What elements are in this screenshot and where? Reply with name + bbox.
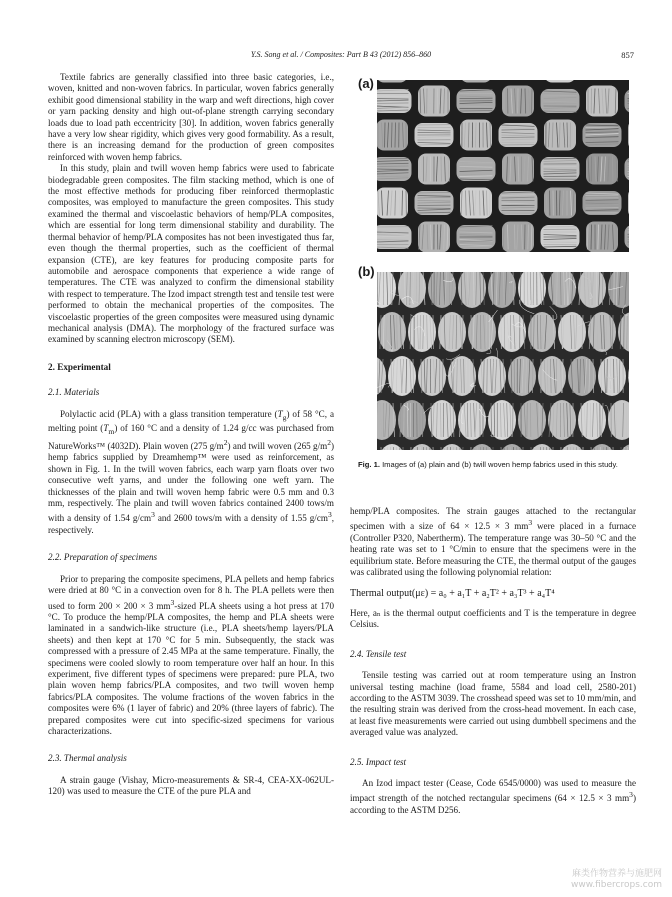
paragraph: In this study, plain and twill woven hemp fabrics were used to fabricate biodegradable green composites. The film stacking method, which is one of the most effective methods for producing fiber reinforced thermoplastic composites, was employed to manufacture the green composites. This study examined the thermal and viscoelastic behaviors of hemp/PLA composites, which are essential for long term dimensional stability and durability. The thermal behavior of hemp/PLA composites has not been investigated thus far, even though the thermal properties, such as the coefficient of thermal expansion (CTE), are key features for producing composite parts for automobile and aerospace components that experience a wide range of temperatures. The CTE was analyzed to confirm the dimensional stability with respect to temperature. The Izod impact strength test and tensile test were performed to obtain the mechanical properties of the composites. The viscoelastic properties of the green composites were measured using dynamic mechanical analysis (DMA). The morphology of the fractured surface was examined by scanning electron microscopy (SEM).: [48, 163, 334, 345]
subsection-heading-materials: 2.1. Materials: [48, 387, 100, 398]
figure-label-b: (b): [358, 264, 375, 279]
plain-woven-fabric-image: [377, 80, 629, 252]
paragraph-strain-gauge: hemp/PLA composites. The strain gauges attached to the rectangular specimen with a size of 64 × 12.5 × 3 $mm^3$ were placed in a furnace (Controller P320, Nabertherm). The temperature range was 30–50 °C and the heating rate was set to 1 °C/min to ensure that the specimens were in the equilibrium state. Before measuring the CTE, the thermal output of the gauges was calibrated using the following polynomial relation:: [350, 506, 636, 578]
paragraph: Textile fabrics are generally classified into three basic categories, i.e., woven, knitted and non-woven fabrics. In particular, woven fabrics generally exhibit good dimensional stability in the warp and weft directions, high cover or yarn packing density and high out-of-plane strength carrying secondary loads due to load path eccentricity [30]. In addition, woven fabrics generally have a very low shear rigidity, which gives very good formability. As a result, there is an increasing demand for the production of green composites reinforced with woven hemp fabrics.: [48, 72, 334, 162]
paragraph-materials: Polylactic acid (PLA) with a glass transition temperature $(T_g)$ of 58 °C, a melting point $(T_m)$ of 160 °C and a density of 1.24 g/cc was purchased from NatureWorks™ (4032D). Plain woven (275 $g/m^2$) and twill woven (265 $g/m^2$) hemp fabrics supplied by Dreamhemp™ were used as reinforcement, as shown in Fig. 1. In the twill woven fabrics, each warp yarn floats over two consecutive weft yarns, and under the following one weft yarn. The thicknesses of the plain and twill woven hemp fabric were 0.5 mm and 0.3 mm, respectively. The plain and twill woven fabrics contained 2400 tows/m with a density of 1.54 $g/cm^3$ and 2600 tows/m with a density of 1.55 $g/cm^3$, respectively.: [48, 408, 335, 535]
figure-caption: Fig. 1. Images of (a) plain and (b) twill woven hemp fabrics used in this study.: [358, 460, 618, 469]
section-heading-experimental: 2. Experimental: [48, 361, 111, 372]
equation-thermal-output: Thermal output(με) = a₀ + a₁T + a₂T² + a₃T³ + a₄T⁴: [350, 588, 555, 600]
running-head: [48, 50, 634, 59]
subsection-heading-tensile: 2.4. Tensile test: [350, 648, 407, 659]
watermark-line-1: 麻类作物营养与施肥网: [571, 869, 662, 879]
paragraph-thermal: A strain gauge (Vishay, Micro-measurements & SR-4, CEA-XX-062UL-120) was used to measure the CTE of the pure PLA and: [48, 774, 334, 797]
paragraph-impact: An Izod impact tester (Cease, Code 6545/0000) was used to measure the impact strength of the notched rectangular specimens (64 × 12.5 × 3 $mm^3$) according to the ASTM D256.: [350, 777, 636, 815]
paragraph-tensile: Tensile testing was carried out at room temperature using an Instron universal testing machine (load frame, 5584 and load cell, 2580-201) according to the ASTM 3039. The crosshead speed was set to 10 mm/min, and the resulting strain was derived from the cross-head movement. In each case, at least five measurements were carried out using dumbbell specimens and the averaged value was analyzed.: [350, 670, 636, 738]
paragraph-equation-explanation: Here, aₙ is the thermal output coefficients and T is the temperature in degree Celsius.: [350, 607, 636, 630]
subsection-heading-thermal: 2.3. Thermal analysis: [48, 753, 127, 764]
twill-woven-fabric-image: [377, 272, 629, 450]
page-number: 857: [621, 50, 634, 60]
watermark: [571, 869, 662, 891]
subsection-heading-impact: 2.5. Impact test: [350, 756, 407, 767]
watermark-line-2: www.fibercrops.com: [571, 880, 662, 890]
left-column: [48, 72, 334, 798]
subsection-heading-preparation: 2.2. Preparation of specimens: [48, 552, 158, 563]
figure-label-a: (a): [358, 76, 374, 91]
right-column: [350, 506, 636, 816]
paragraph-preparation: Prior to preparing the composite specimens, PLA pellets and hemp fabrics were dried at 80 °C in a convection oven for 8 h. The PLA pellets were then used to form 200 × 200 × 3 $mm^3$-sized PLA sheets using a hot press at 170 °C. To produce the hemp/PLA composites, the hemp and PLA sheets were laminated in a sandwich-like structure (i.e., PLA sheets/hemp layers/PLA sheets) and then kept at 170 °C for 5 min. Subsequently, the stack was compressed with a pressure of 2.45 MPa at the same temperature. Finally, the specimens were cooled slowly to room temperature over half an hour. In this experiment, five different types of specimens were prepared: pure PLA, two plain woven hemp fabrics/PLA composites, and two twill woven hemp fabrics/PLA composites. The volume fractions of the woven fabrics in the composites were 6% (1 layer of fabric) and 20% (three layers of fabric). The prepared composites were cut into specific-sized specimens for various characterizations.: [48, 573, 335, 737]
running-head-text: Y.S. Song et al. / Composites: Part B 43 (2012) 856–860: [250, 50, 432, 59]
